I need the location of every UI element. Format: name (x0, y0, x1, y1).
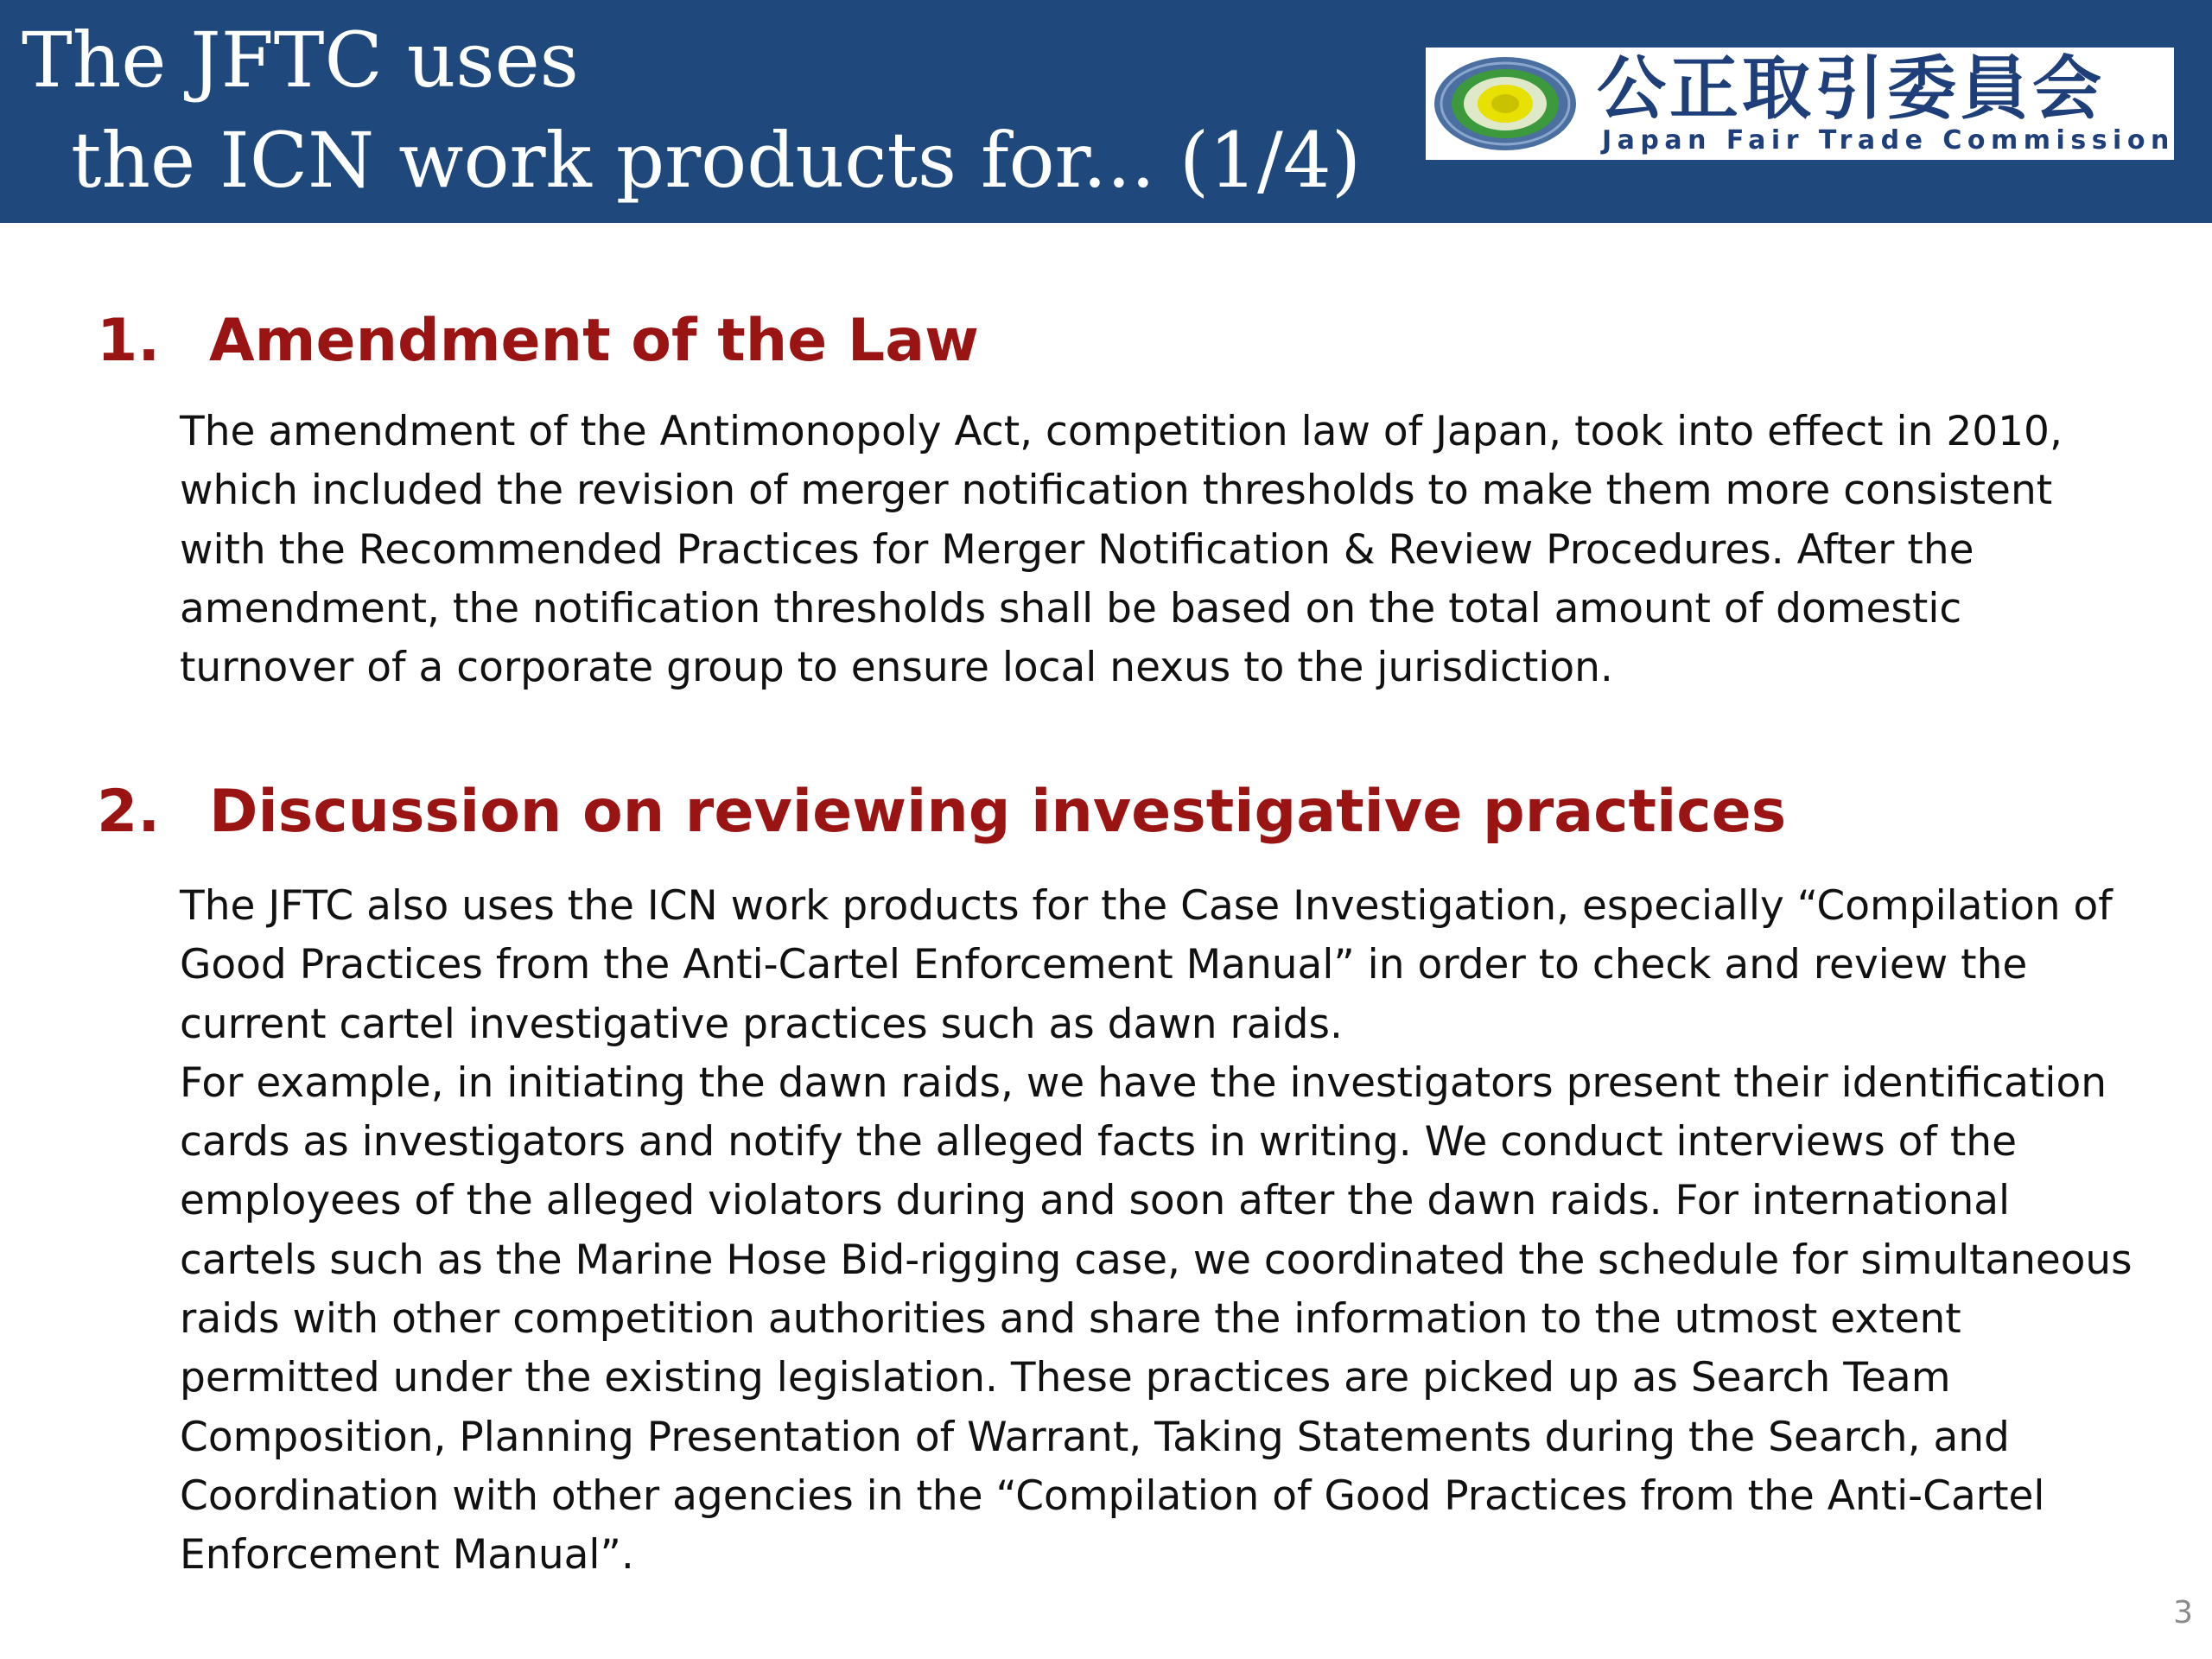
section-title: Discussion on reviewing investigative practices (209, 778, 1787, 846)
section-heading-amendment (97, 302, 979, 380)
body-line: The JFTC also uses the ICN work products for the Case Investigation, especially “Compilation of (180, 882, 2113, 930)
body-line: Composition, Planning Presentation of Warrant, Taking Statements during the Search, and (180, 1413, 2010, 1461)
body-line: employees of the alleged violators during and soon after the dawn raids. For international (180, 1177, 2011, 1225)
body-line: For example, in initiating the dawn raids, we have the investigators present their identification (180, 1058, 2107, 1107)
jftc-emblem-icon (1431, 53, 1580, 155)
body-line: raids with other competition authorities and share the information to the utmost extent (180, 1295, 1961, 1344)
body-line: cards as investigators and notify the alleged facts in writing. We conduct interviews of the (180, 1118, 2018, 1166)
jftc-logo (1426, 48, 2174, 160)
section-body-amendment (180, 403, 2133, 697)
body-line: permitted under the existing legislation. These practices are picked up as Search Team (180, 1354, 1951, 1402)
body-line: turnover of a corporate group to ensure local nexus to the jurisdiction. (180, 644, 1613, 692)
section-heading-investigative (97, 773, 1786, 851)
body-line: cartels such as the Marine Hose Bid-rigging case, we coordinated the schedule for simultaneous (180, 1236, 2133, 1284)
body-line: Coordination with other agencies in the “Compilation of Good Practices from the Anti-Cartel (180, 1471, 2045, 1520)
slide-header (0, 0, 2212, 223)
body-line: current cartel investigative practices such as dawn raids. (180, 1000, 1343, 1048)
section-number: 1. (97, 307, 161, 375)
page-number: 3 (2173, 1595, 2193, 1630)
body-line: The amendment of the Antimonopoly Act, competition law of Japan, took into effect in 2010, (180, 408, 2063, 455)
logo-english-text: Japan Fair Trade Commission (1602, 125, 2175, 156)
body-line: with the Recommended Practices for Merger Notification & Review Procedures. After the (180, 525, 1974, 574)
body-line: Enforcement Manual”. (180, 1531, 634, 1580)
logo-kanji-text: 公正取引委員会 (1597, 48, 2105, 129)
body-line: Good Practices from the Anti-Cartel Enforcement Manual” in order to check and review the (180, 941, 2028, 989)
body-line: which included the revision of merger notification thresholds to make them more consistent (180, 467, 2053, 515)
section-body-investigative (180, 877, 2133, 1586)
slide-title-line2: the ICN work products for... (1/4) (71, 116, 1362, 205)
slide-title-line1: The JFTC uses (22, 16, 579, 105)
slide-title (22, 10, 1361, 211)
section-title: Amendment of the Law (209, 307, 979, 375)
body-line: amendment, the notification thresholds shall be based on the total amount of domestic (180, 584, 1962, 632)
section-number: 2. (97, 778, 161, 846)
